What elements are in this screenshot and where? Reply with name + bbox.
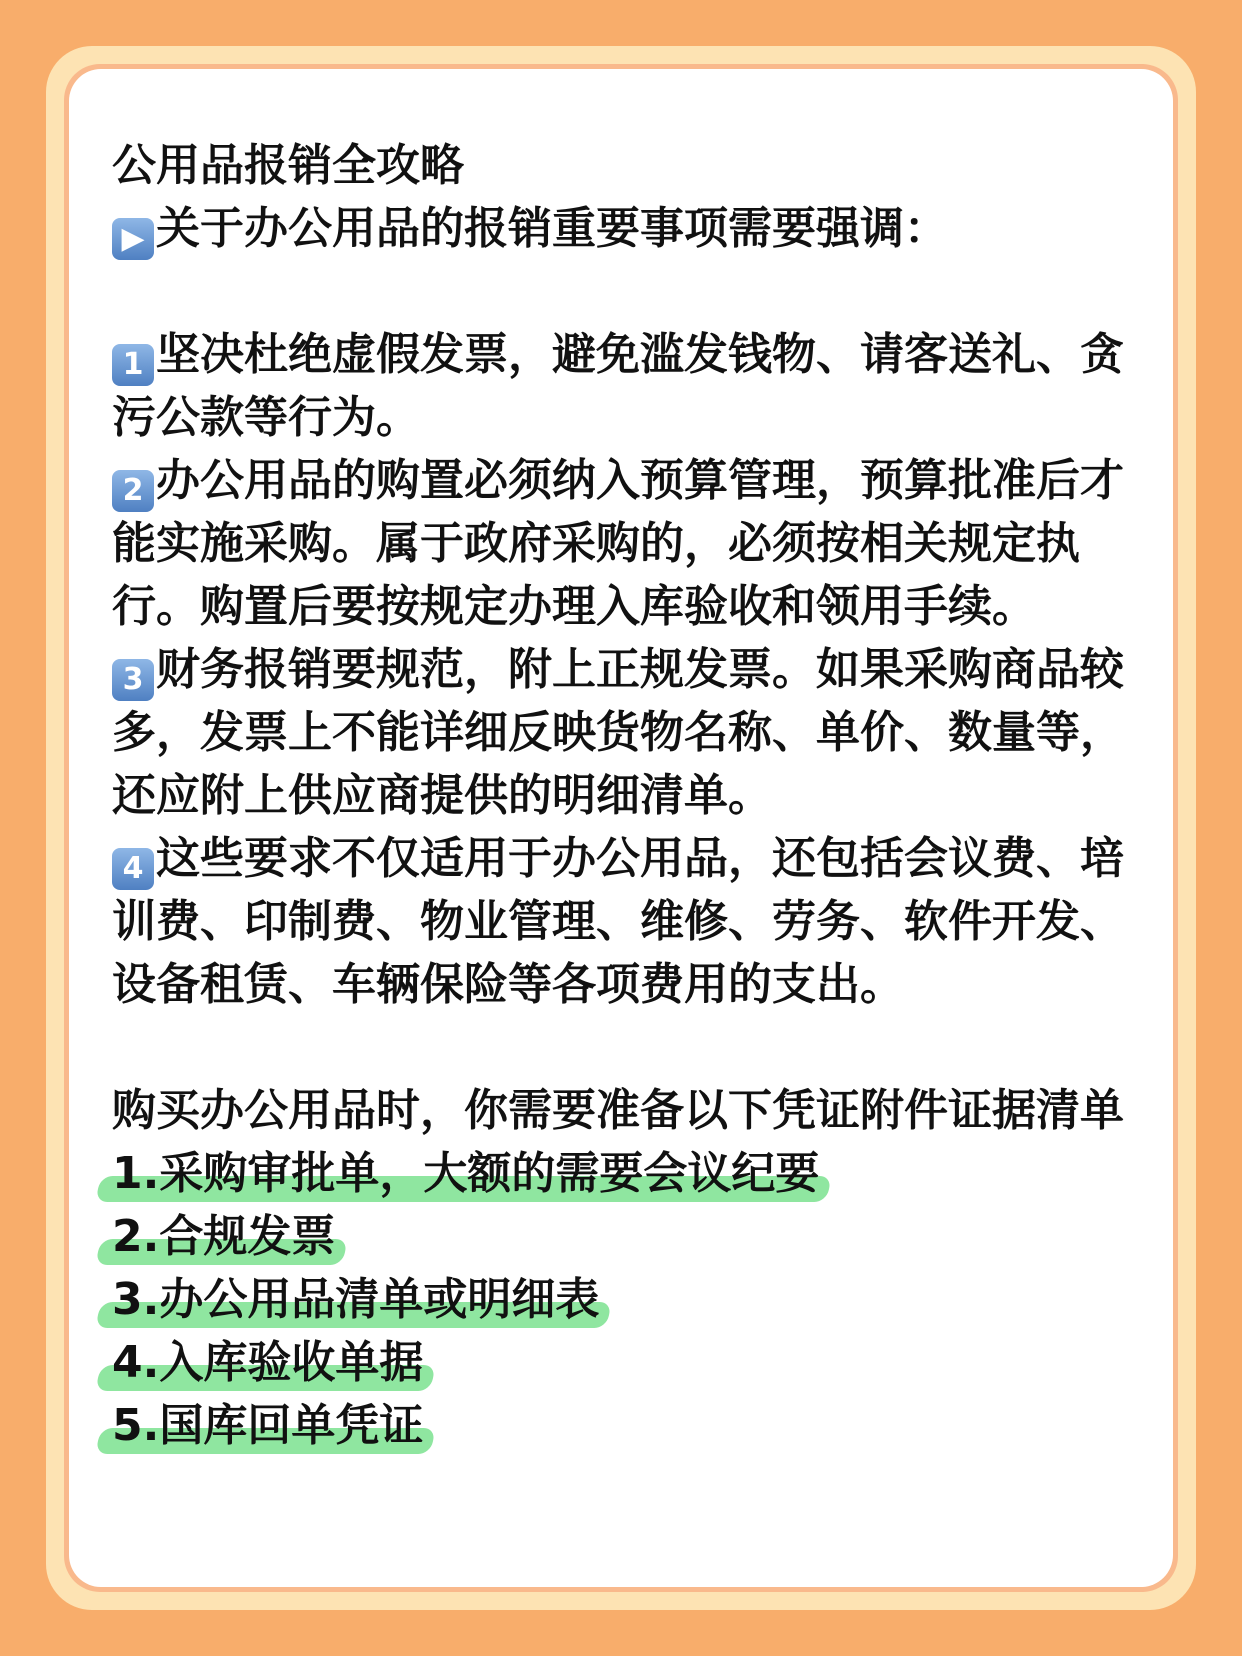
list-item: 3.办公用品清单或明细表 — [112, 1268, 1124, 1331]
keycap-3-icon: 3 — [112, 659, 154, 701]
list-item: 4.入库验收单据 — [112, 1331, 1124, 1394]
play-button-icon: ▶ — [112, 218, 154, 260]
list-item: 1.采购审批单，大额的需要会议纪要 — [112, 1142, 1124, 1205]
spacer — [112, 260, 1124, 323]
point-text: 办公用品的购置必须纳入预算管理，预算批准后才能实施采购。属于政府采购的，必须按相关规定执行。购置后要按规定办理入库验收和领用手续。 — [112, 455, 1124, 632]
point-item — [112, 323, 1124, 449]
page-title: 公用品报销全攻略 — [112, 140, 464, 191]
list-heading: 购买办公用品时，你需要准备以下凭证附件证据清单 — [112, 1085, 1124, 1136]
keycap-1-icon: 1 — [112, 344, 154, 386]
point-item — [112, 638, 1124, 827]
document-content — [112, 134, 1124, 1457]
point-item — [112, 827, 1124, 1016]
keycap-2-icon: 2 — [112, 470, 154, 512]
point-text: 坚决杜绝虚假发票，避免滥发钱物、请客送礼、贪污公款等行为。 — [112, 329, 1124, 443]
intro-line — [112, 197, 1124, 260]
list-item: 5.国库回单凭证 — [112, 1394, 1124, 1457]
list-item: 2.合规发票 — [112, 1205, 1124, 1268]
spacer — [112, 1016, 1124, 1079]
point-text: 这些要求不仅适用于办公用品，还包括会议费、培训费、印制费、物业管理、维修、劳务、软件开发、设备租赁、车辆保险等各项费用的支出。 — [112, 833, 1124, 1010]
keycap-4-icon: 4 — [112, 848, 154, 890]
point-text: 财务报销要规范，附上正规发票。如果采购商品较多，发票上不能详细反映货物名称、单价、数量等，还应附上供应商提供的明细清单。 — [112, 644, 1124, 821]
point-item — [112, 449, 1124, 638]
intro-text: 关于办公用品的报销重要事项需要强调： — [156, 203, 948, 254]
